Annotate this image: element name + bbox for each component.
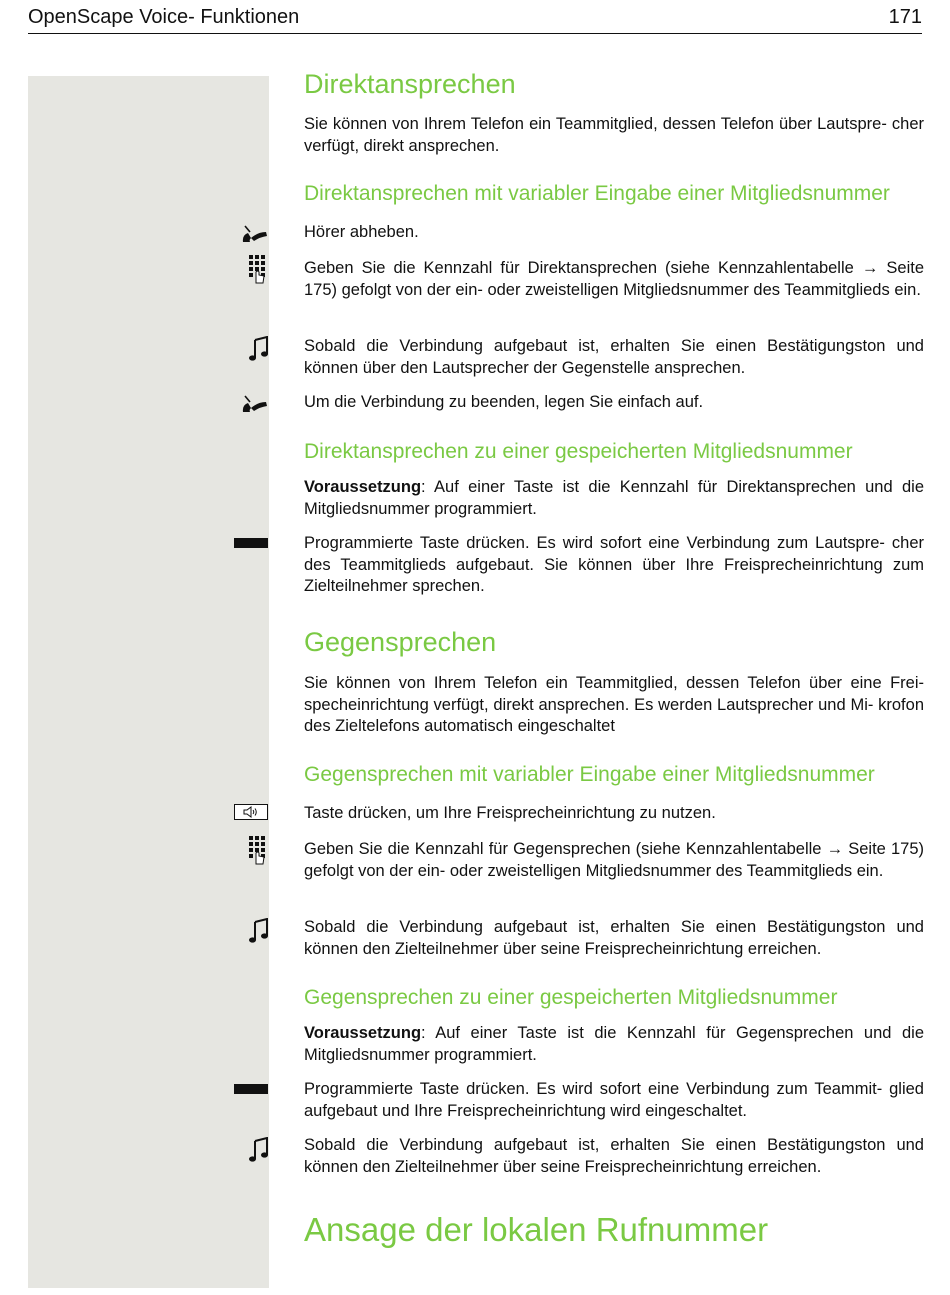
subsection-title-gegen-gespeichert: Gegensprechen zu einer gespeicherten Mitgliedsnummer [304, 986, 838, 1009]
tone-icon [248, 918, 270, 944]
prerequisite-text: : Auf einer Taste ist die Kennzahl für Direktansprechen und die Mitgliedsnummer programmiert. [304, 478, 924, 518]
header-title: OpenScape Voice- Funktionen [28, 6, 300, 28]
step-taste-gegen: Programmierte Taste drücken. Es wird sofort eine Verbindung zum Teammit- glied aufgebaut und Ihre Freisprecheinrichtung wird eingeschaltet. [304, 1080, 924, 1120]
step-freisprech-taste: Taste drücken, um Ihre Freisprecheinrichtung zu nutzen. [304, 804, 716, 822]
step-auflegen: Um die Verbindung zu beenden, legen Sie einfach auf. [304, 393, 704, 411]
subsection-title-gespeichert: Direktansprechen zu einer gespeicherten Mitgliedsnummer [304, 440, 853, 463]
step-bestaetigungston-3: Sobald die Verbindung aufgebaut ist, erhalten Sie einen Bestätigungston und können den Zielteilnehmer über seine Freisprecheinrichtung erreichen. [304, 1136, 924, 1176]
tone-icon [248, 336, 270, 362]
header-rule [28, 33, 922, 34]
keypad-icon [248, 254, 268, 284]
prerequisite-label: Voraussetzung [304, 1024, 422, 1042]
key-icon [234, 1084, 268, 1094]
handset-icon [240, 224, 270, 246]
subsection-title-variable: Direktansprechen mit variabler Eingabe einer Mitgliedsnummer [304, 182, 890, 205]
handset-hangup-icon [240, 394, 270, 416]
prerequisite-direkt [304, 477, 924, 520]
step-hoerer-abheben: Hörer abheben. [304, 223, 419, 241]
section-title-gegensprechen: Gegensprechen [304, 627, 497, 657]
step-taste-direkt: Programmierte Taste drücken. Es wird sofort eine Verbindung zum Lautspre- cher des Teammitglieds aufgebaut. Sie können über Ihre Freisprecheinrichtung zum Zielteilnehmer sprechen. [304, 534, 924, 595]
prerequisite-gegen [304, 1023, 924, 1066]
key-icon [234, 538, 268, 548]
intro-direktansprechen: Sie können von Ihrem Telefon ein Teammitglied, dessen Telefon über Lautspre- cher verfügt, direkt ansprechen. [304, 115, 924, 155]
keypad-icon [248, 835, 268, 865]
section-title-direktansprechen: Direktansprechen [304, 69, 516, 99]
speaker-key-icon [234, 804, 268, 820]
intro-gegensprechen: Sie können von Ihrem Telefon ein Teammitglied, dessen Telefon über eine Frei- specheinrichtung verfügt, direkt ansprechen. Es werden Lautsprecher und Mi- krofon des Zieltelefons automatisch eingeschaltet [304, 674, 924, 735]
step-kennzahl-gegen: Geben Sie die Kennzahl für Gegensprechen (siehe Kennzahlentabelle → Seite 175) gefolgt von der ein- oder zweistelligen Mitgliedsnummer des Teammitglieds ein. [304, 840, 924, 880]
tone-icon [248, 1137, 270, 1163]
section-title-ansage: Ansage der lokalen Rufnummer [304, 1211, 769, 1248]
step-kennzahl-direkt: Geben Sie die Kennzahl für Direktansprechen (siehe Kennzahlentabelle → Seite 175) gefolgt von der ein- oder zweistelligen Mitgliedsnummer des Teammitglieds ein. [304, 259, 924, 299]
prerequisite-label: Voraussetzung [304, 478, 422, 496]
step-bestaetigungston-1: Sobald die Verbindung aufgebaut ist, erhalten Sie einen Bestätigungston und können über den Lautsprecher der Gegenstelle ansprechen. [304, 337, 924, 377]
step-bestaetigungston-2: Sobald die Verbindung aufgebaut ist, erhalten Sie einen Bestätigungston und können den Zielteilnehmer über seine Freisprecheinrichtung erreichen. [304, 918, 924, 958]
icon-sidebar [28, 76, 269, 1288]
page-number: 171 [888, 6, 922, 28]
subsection-title-gegen-variable: Gegensprechen mit variabler Eingabe einer Mitgliedsnummer [304, 763, 875, 786]
prerequisite-text: : Auf einer Taste ist die Kennzahl für Gegensprechen und die Mitgliedsnummer programmiert. [304, 1024, 924, 1064]
